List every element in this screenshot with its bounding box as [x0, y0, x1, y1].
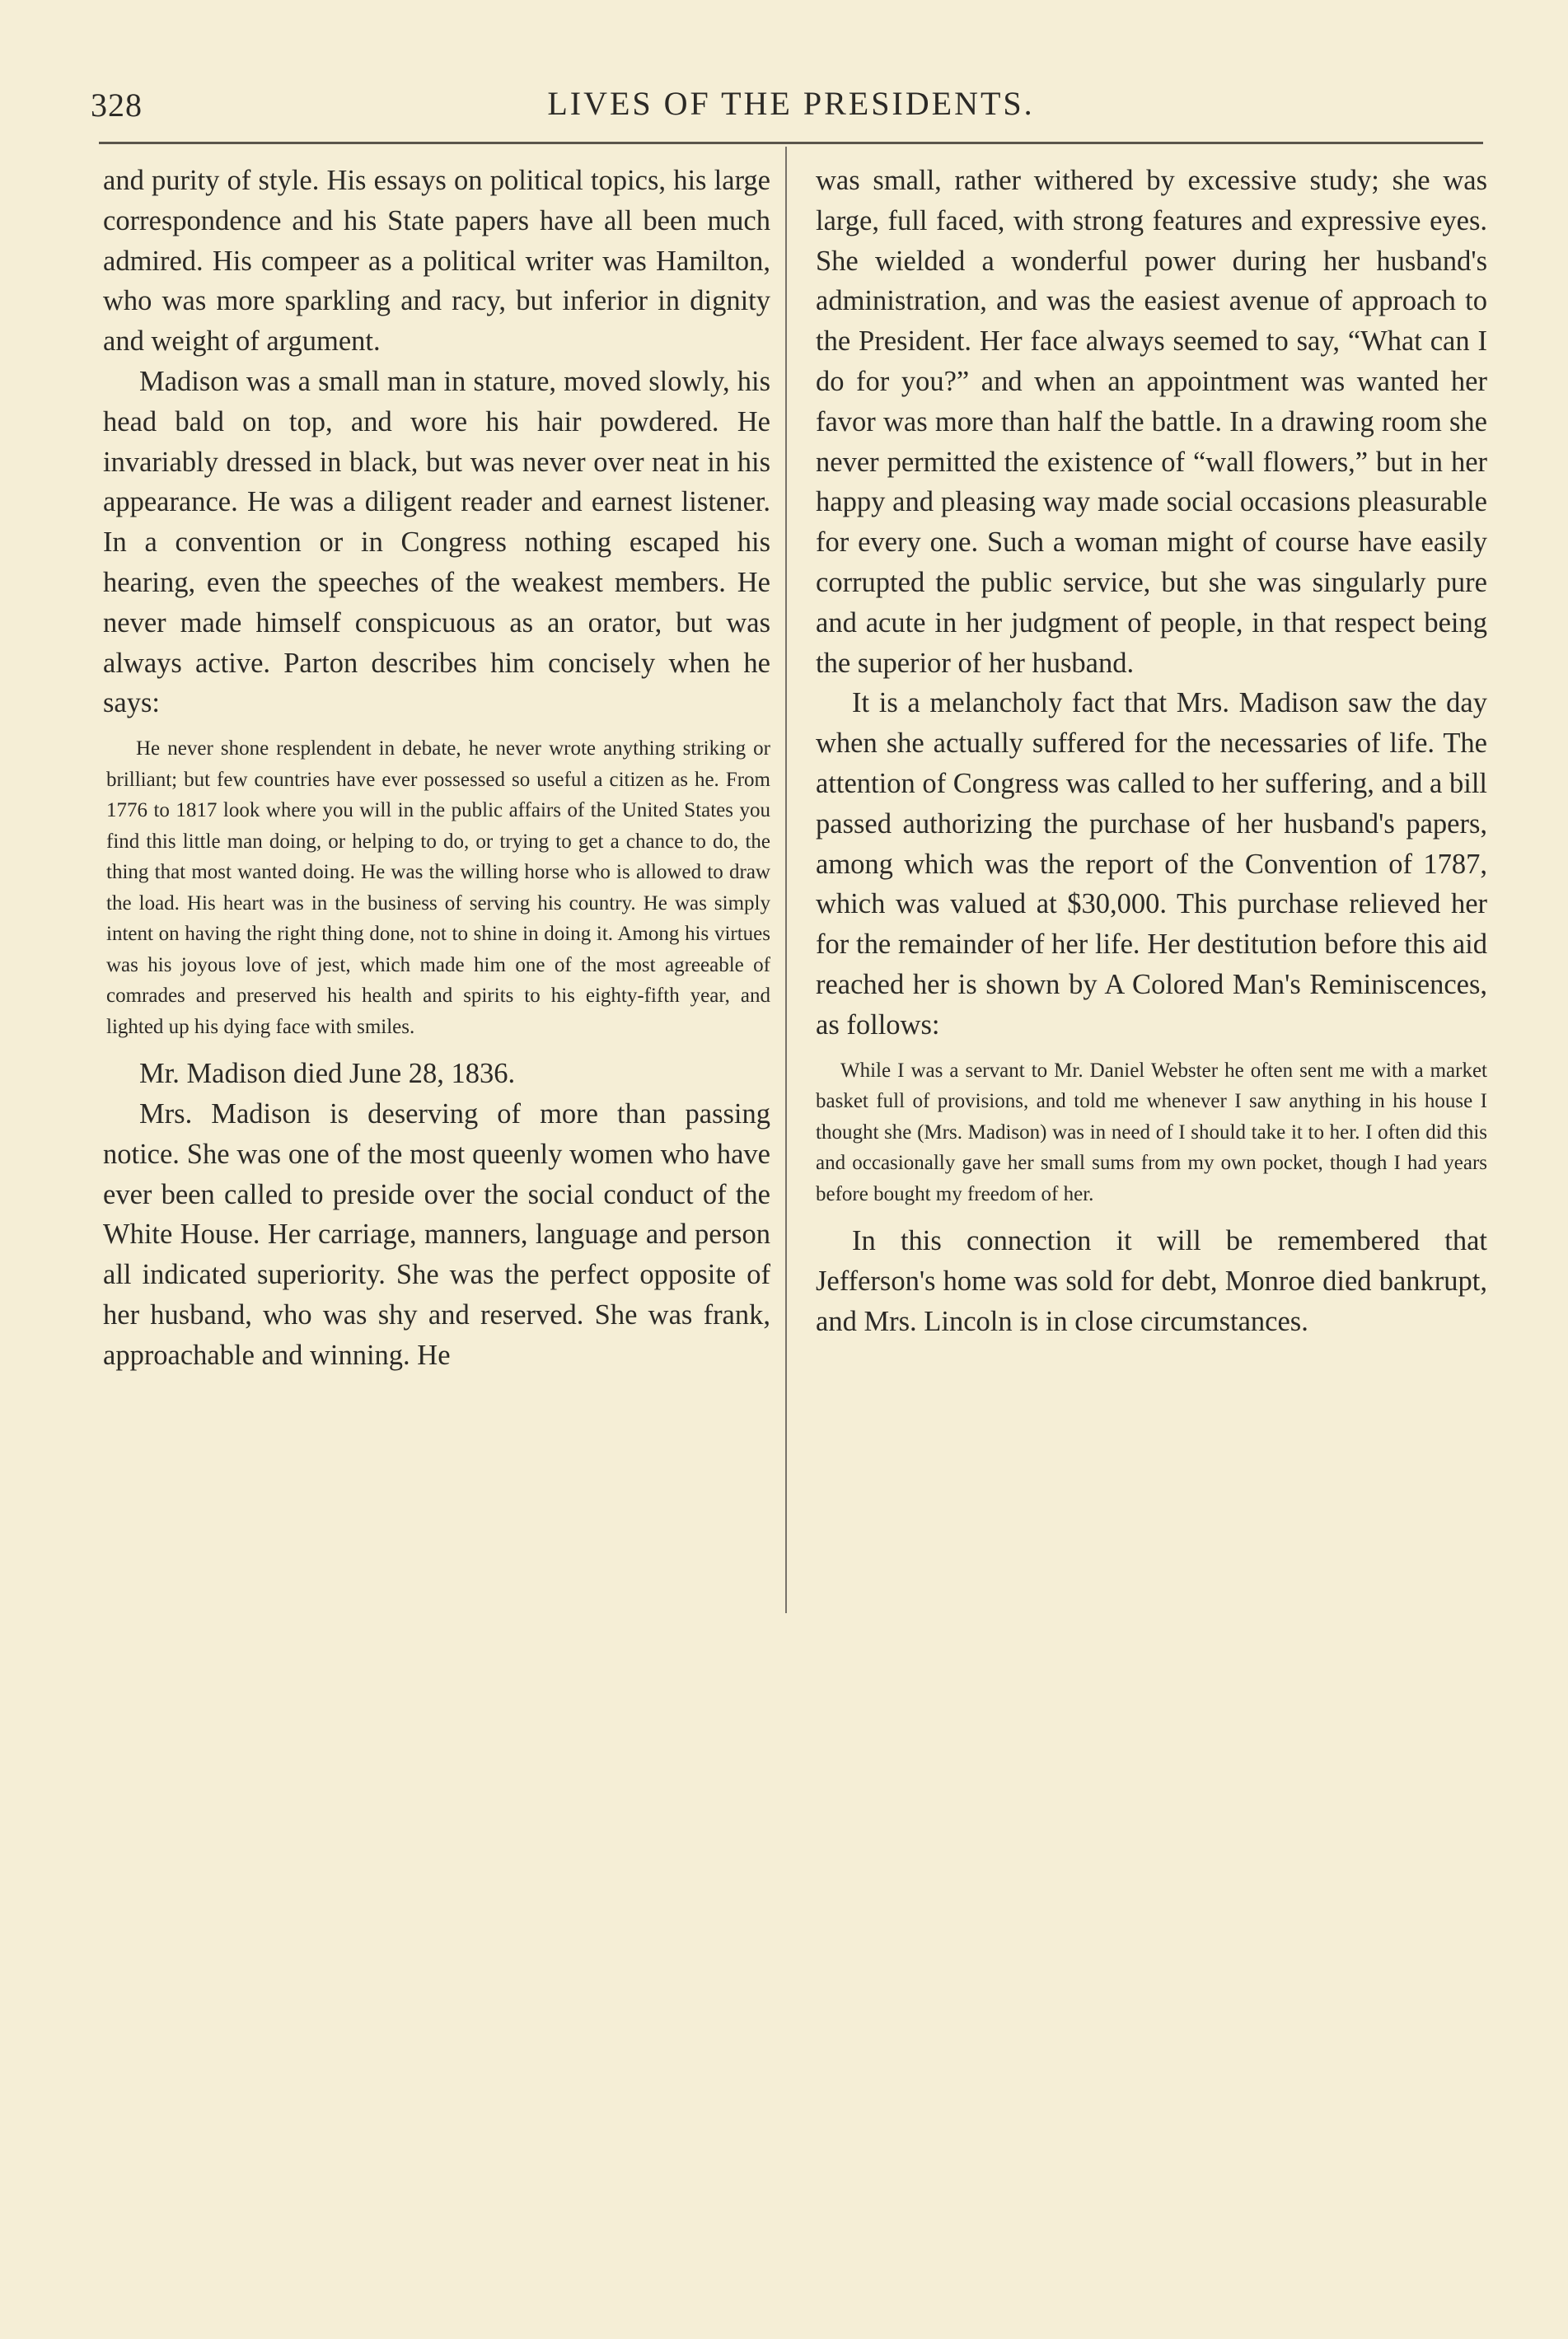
quote-text: He never shone resplendent in debate, he never wrote anything striking or brilliant; but few countries have ever possessed so useful a citizen as he. From 1776 to 1817 look where you will in the public affairs of the United States you find this little man doing, or helping to do, or trying to get a chance to do, the thing that most wanted doing. He was the willing horse who is allowed to draw the load. His heart was in the business of serving his country. He was simply intent on having the right thing done, not to shine in doing it. Among his virtues was his joyous love of jest, which made him one of the most agreeable of comrades and preserved his health and spirits to his eighty-fifth year, and lighted up his dying face with smiles.	[106, 737, 770, 1038]
paragraph: Madison was a small man in stature, moved slowly, his head bald on top, and wore his hair powdered. He invariably dressed in black, but was never over neat in his appearance. He was a diligent reader and earnest listener. In a convention or in Congress nothing escaped his hearing, even the speeches of the weakest members. He never made himself conspicuous as an orator, but was always active. Parton describes him concisely when he says:	[103, 365, 770, 719]
block-quote	[816, 1055, 1487, 1210]
paragraph: was small, rather withered by excessive study; she was large, full faced, with strong features and expressive eyes. She wielded a wonderful power during her husband's administration, and was the easiest avenue of approach to the President. Her face always seemed to say, “What can I do for you?” and when an appointment was wanted her favor was more than half the battle. In a drawing room she never permitted the existence of “wall flowers,” but in her happy and pleasing way made social occasions pleasurable for every one. Such a woman might of course have easily corrupted the public service, but she was singularly pure and acute in her judgment of people, in that respect being the superior of her husband.	[816, 165, 1487, 679]
header-rule	[99, 142, 1483, 144]
left-column	[103, 161, 770, 1376]
paragraph: It is a melancholy fact that Mrs. Madison saw the day when she actually suffered for the necessaries of life. The attention of Congress was called to her suffering, and a bill passed authorizing the purchase of her husband's papers, among which was the report of the Convention of 1787, which was valued at $30,000. This purchase relieved her for the remainder of her life. Her destitution before this aid reached her is shown by A Colored Man's Reminiscences, as follows:	[816, 687, 1487, 1041]
paragraph: and purity of style. His essays on political topics, his large correspondence and his State papers have all been much admired. His compeer as a political writer was Hamilton, who was more sparkling and racy, but inferior in dignity and weight of argument.	[103, 165, 770, 358]
running-title: LIVES OF THE PRESIDENTS.	[547, 85, 1035, 122]
paragraph: Mr. Madison died June 28, 1836.	[139, 1058, 516, 1090]
right-column	[816, 161, 1487, 1341]
paragraph: Mrs. Madison is deserving of more than passing notice. She was one of the most queenly women who have ever been called to preside over the social conduct of the White House. Her carriage, manners, language and person all indicated superiority. She was the perfect opposite of her husband, who was shy and reserved. She was frank, approachable and winning. He	[103, 1097, 770, 1371]
block-quote	[103, 733, 770, 1042]
quote-text: While I was a servant to Mr. Daniel Webster he often sent me with a market basket full of provisions, and told me whenever I saw anything in his house I thought she (Mrs. Madison) was in need of I should take it to her. I often did this and occasionally gave her small sums from my own pocket, though I had years before bought my freedom of her.	[816, 1059, 1487, 1205]
page-number: 328	[91, 87, 143, 124]
page-header	[91, 76, 1491, 125]
paragraph: In this connection it will be remembered that Jefferson's home was sold for debt, Monroe died bankrupt, and Mrs. Lincoln is in close circumstances.	[816, 1225, 1487, 1337]
column-divider	[785, 147, 787, 1613]
